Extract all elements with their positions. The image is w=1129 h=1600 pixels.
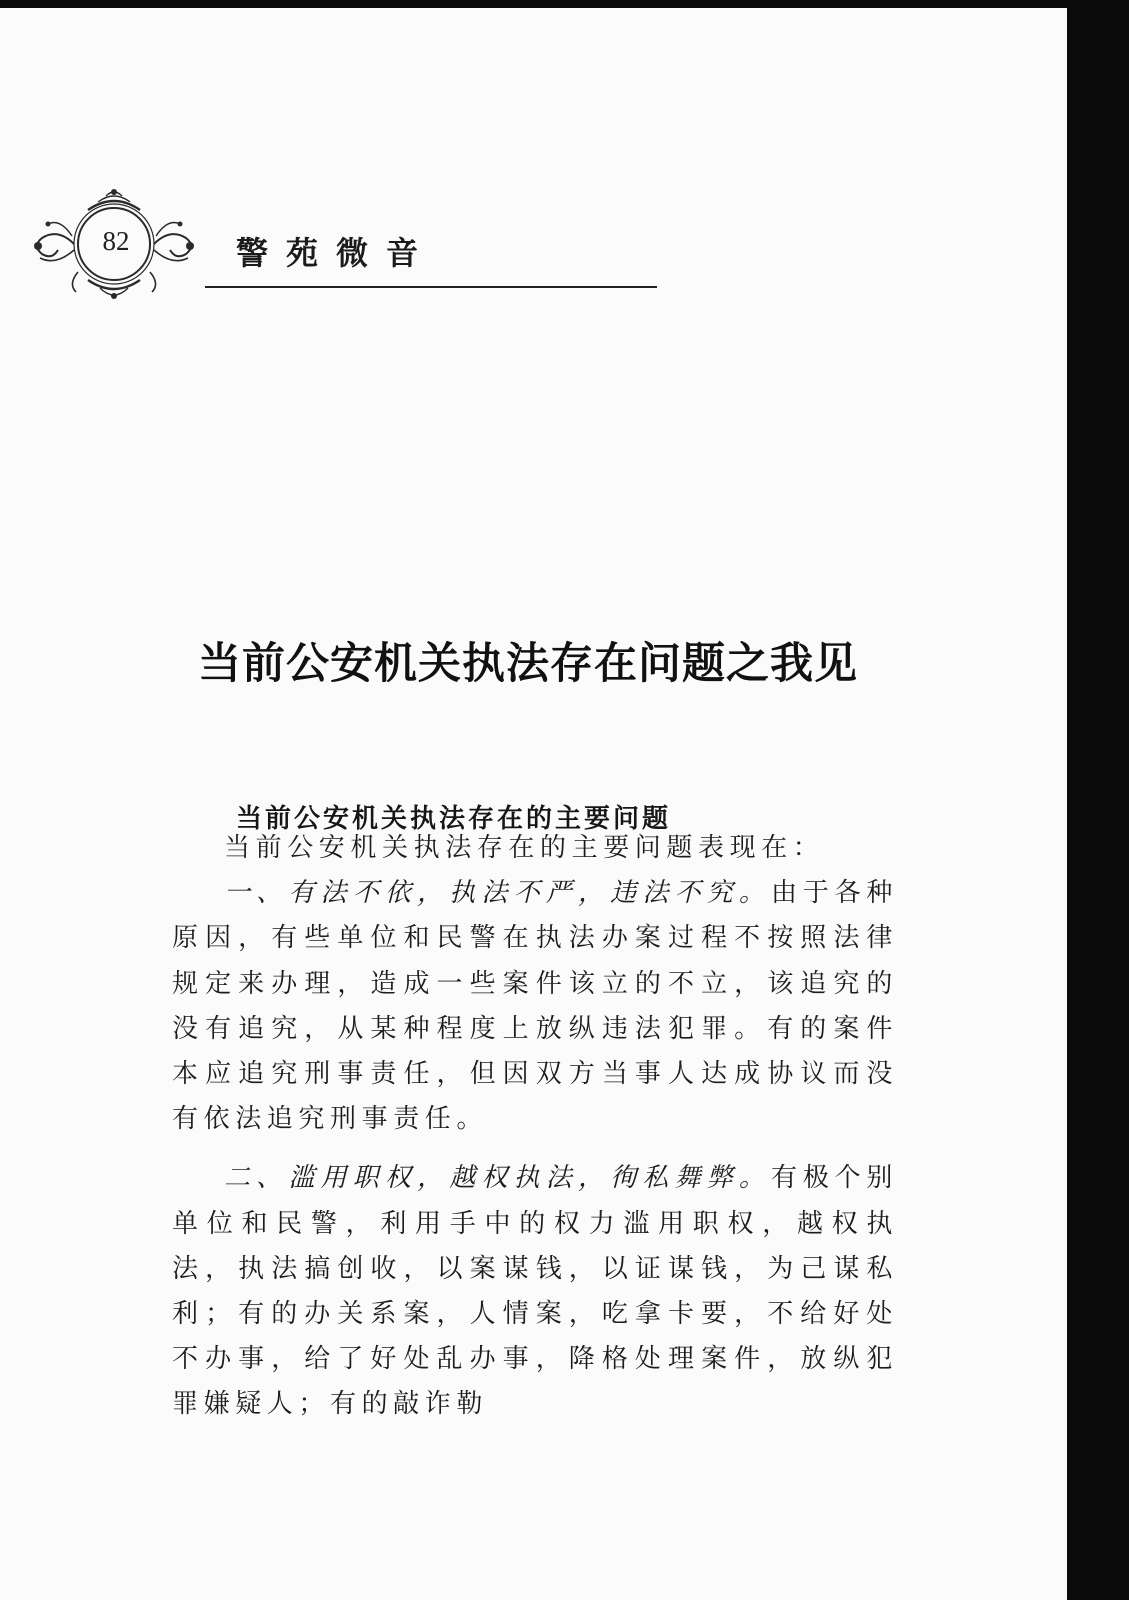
- point1-paragraph: [172, 871, 898, 1142]
- intro-text: 当前公安机关执法存在的主要问题表现在：: [224, 833, 825, 863]
- intro-paragraph: [172, 826, 898, 871]
- header-rule: [205, 286, 657, 288]
- running-title: 警苑微音: [236, 234, 437, 272]
- article-body: [172, 826, 898, 1428]
- point1-text: 由于各种原因，有些单位和民警在执法办案过程不按照法律规定来办理，造成一些案件该立的不立，该追究的没有追究，从某种程度上放纵违法犯罪。有的案件本应追究刑事责任，但因双方当事人达成协议而没有依法追究刑事责任。: [172, 878, 898, 1135]
- point2-heading: 二、滥用职权，越权执法，徇私舞弊。: [224, 1163, 772, 1194]
- point1-heading: 一、有法不依，执法不严，违法不究。: [224, 878, 772, 909]
- scan-right-edge: [1067, 0, 1129, 1600]
- scan-top-edge: [0, 0, 1129, 8]
- point2-paragraph: [172, 1156, 898, 1427]
- article-title: 当前公安机关执法存在问题之我见: [198, 639, 858, 689]
- point2-text: 有极个别单位和民警，利用手中的权力滥用职权，越权执法，执法搞创收，以案谋钱，以证谋钱，为己谋私利；有的办关系案，人情案，吃拿卡要，不给好处不办事，给了好处乱办事，降格处理案件，放纵犯罪嫌疑人；有的敲诈勒: [172, 1163, 898, 1420]
- page-number: 82: [102, 226, 130, 256]
- section-heading: 当前公安机关执法存在的主要问题: [236, 804, 672, 834]
